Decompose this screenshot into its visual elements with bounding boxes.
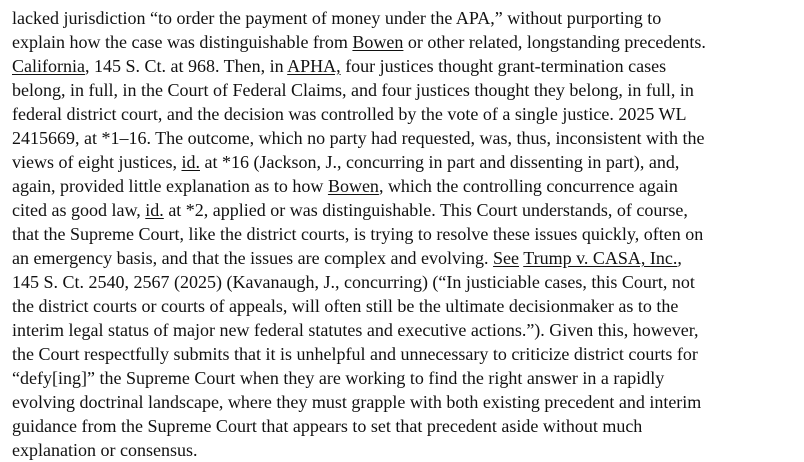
- text-run: “defy[ing]” the Supreme Court when they are working to find the right answer in a rapidly: [12, 368, 665, 388]
- text-line: [12, 78, 798, 102]
- text-line: [12, 318, 798, 342]
- text-run: four justices thought grant-termination cases: [340, 56, 667, 76]
- text-line: [12, 366, 798, 390]
- text-run: cited as good law,: [12, 200, 146, 220]
- text-run: interim legal status of major new federal statutes and executive actions.”). Given this, however,: [12, 320, 699, 340]
- text-line: [12, 390, 798, 414]
- text-run: federal district court, and the decision was controlled by the vote of a single justice. 2025 WL: [12, 104, 687, 124]
- text-line: [12, 30, 798, 54]
- text-line: [12, 246, 798, 270]
- text-run: that the Supreme Court, like the district courts, is trying to resolve these issues quickly, often on: [12, 224, 704, 244]
- text-run: belong, in full, in the Court of Federal Claims, and four justices thought they belong, in full, in: [12, 80, 694, 100]
- text-run: explanation or consensus.: [12, 440, 198, 460]
- case-citation: APHA,: [287, 56, 341, 76]
- text-line: [12, 294, 798, 318]
- text-run: views of eight justices,: [12, 152, 182, 172]
- text-line: [12, 342, 798, 366]
- text-line: [12, 126, 798, 150]
- text-run: the district courts or courts of appeals, will often still be the ultimate decisionmaker as to the: [12, 296, 679, 316]
- text-line: [12, 414, 798, 438]
- case-citation: id.: [181, 152, 200, 172]
- text-run: at *16 (Jackson, J., concurring in part and dissenting in part), and,: [200, 152, 680, 172]
- text-run: again, provided little explanation as to how: [12, 176, 328, 196]
- text-line: [12, 198, 798, 222]
- case-citation: See: [493, 248, 520, 268]
- case-citation: Bowen: [327, 176, 379, 196]
- text-run: explain how the case was distinguishable from: [12, 32, 353, 52]
- text-line: [12, 150, 798, 174]
- text-run: , which the controlling concurrence again: [378, 176, 678, 196]
- text-run: 145 S. Ct. 2540, 2567 (2025) (Kavanaugh, J., concurring) (“In justiciable cases, this Court, not: [12, 272, 695, 292]
- body-paragraph: [12, 6, 798, 462]
- text-run: the Court respectfully submits that it is unhelpful and unnecessary to criticize district courts for: [12, 344, 698, 364]
- case-citation: Bowen: [352, 32, 404, 52]
- case-citation: Trump v. CASA, Inc.: [523, 248, 678, 268]
- text-line: [12, 54, 798, 78]
- text-run: guidance from the Supreme Court that appears to set that precedent aside without much: [12, 416, 643, 436]
- text-run: an emergency basis, and that the issues are complex and evolving.: [12, 248, 494, 268]
- text-run: ,: [677, 248, 682, 268]
- text-run: evolving doctrinal landscape, where they must grapple with both existing precedent and interim: [12, 392, 702, 412]
- text-line: [12, 438, 798, 462]
- text-run: lacked jurisdiction “to order the payment of money under the APA,” without purporting to: [12, 8, 662, 28]
- text-line: [12, 222, 798, 246]
- text-line: [12, 6, 798, 30]
- case-citation: California: [12, 56, 85, 76]
- text-line: [12, 270, 798, 294]
- text-run: at *2, applied or was distinguishable. This Court understands, of course,: [163, 200, 688, 220]
- text-line: [12, 102, 798, 126]
- text-run: or other related, longstanding precedents.: [403, 32, 706, 52]
- text-run: , 145 S. Ct. at 968. Then, in: [84, 56, 288, 76]
- text-line: [12, 174, 798, 198]
- text-run: 2415669, at *1–16. The outcome, which no party had requested, was, thus, inconsistent with the: [12, 128, 705, 148]
- case-citation: id.: [145, 200, 164, 220]
